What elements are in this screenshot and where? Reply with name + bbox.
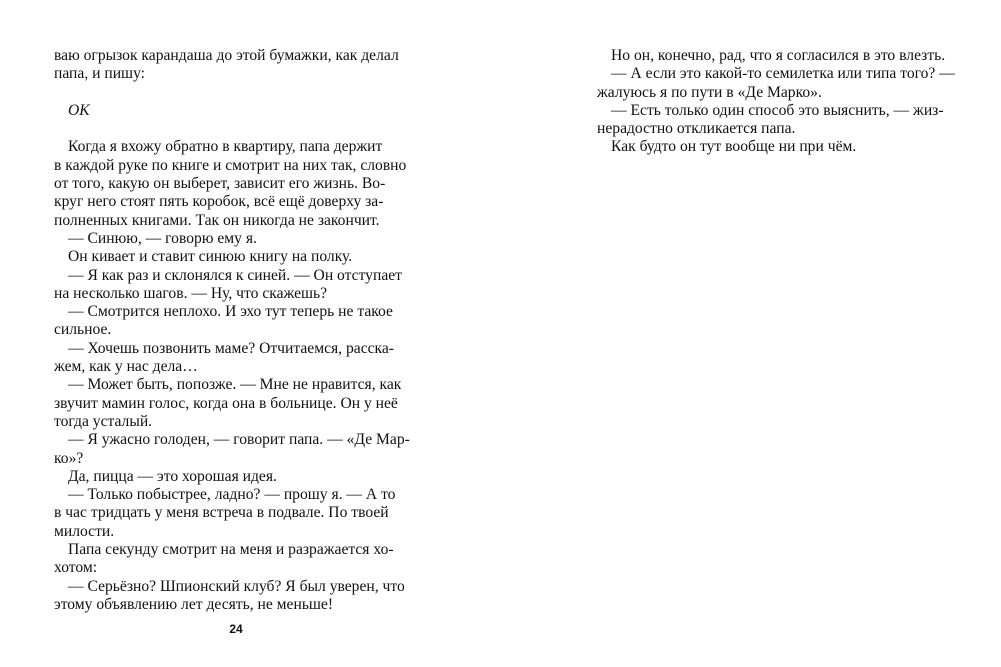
text-line: жалуюсь я по пути в «Де Марко».	[597, 83, 822, 101]
text-line: жем, как у нас дела…	[54, 358, 198, 376]
text-line: Да, пицца — это хорошая идея.	[68, 467, 277, 485]
text-line: — Я как раз и склонялся к синей. — Он отступает	[68, 266, 402, 284]
page-number: 24	[229, 622, 243, 636]
text-line: ваю огрызок карандаша до этой бумажки, как делал	[54, 47, 399, 64]
text-line: круг него стоят пять коробок, всё ещё доверху за-	[54, 193, 384, 211]
text-line: — Может быть, попозже. — Мне не нравится, как	[68, 376, 402, 394]
blank-line	[54, 84, 419, 102]
text-line: папа, и пишу:	[54, 65, 145, 83]
text-line: — А если это какой-то семилетка или типа того? —	[611, 65, 955, 83]
text-line: — Я ужасно голоден, — говорит папа. — «Де Мар-	[68, 431, 410, 449]
text-line: Папа секунду смотрит на меня и разражается хо-	[68, 541, 394, 559]
text-line: нерадостно откликается папа.	[597, 120, 796, 138]
text-line: на несколько шагов. — Ну, что скажешь?	[54, 284, 328, 302]
text-line: — Смотрится неплохо. И эхо тут теперь не такое	[68, 303, 393, 321]
text-line: Он кивает и ставит синюю книгу на полку.	[68, 248, 353, 266]
text-line: милости.	[54, 522, 115, 540]
text-line: Когда я вхожу обратно в квартиру, папа держит	[68, 138, 383, 156]
left-page-text	[54, 47, 419, 614]
text-line: Как будто он тут вообще ни при чём.	[611, 138, 857, 156]
text-line: — Синюю, — говорю ему я.	[68, 229, 257, 247]
text-line: — Хочешь позвонить маме? Отчитаемся, расска-	[68, 339, 394, 357]
text-line: этому объявлению лет десять, не меньше!	[54, 595, 334, 613]
text-line: звучит мамин голос, когда она в больнице. Он у неё	[54, 394, 398, 412]
text-line: OK	[68, 101, 90, 119]
text-line: — Только побыстрее, ладно? — прошу я. — А то	[68, 486, 396, 504]
text-line: ко»?	[54, 449, 84, 467]
right-page	[510, 0, 1001, 667]
text-line: тогда усталый.	[54, 412, 153, 430]
text-line: в час тридцать у меня встреча в подвале. По твоей	[54, 504, 389, 522]
blank-line	[54, 120, 419, 138]
right-page-text	[597, 47, 962, 157]
text-line: — Серьёзно? Шпионский клуб? Я был уверен, что	[68, 577, 405, 595]
text-line: хотом:	[54, 559, 98, 577]
text-line: в каждой руке по книге и смотрит на них так, словно	[54, 156, 407, 174]
text-line: — Есть только один способ это выяснить, — жиз-	[611, 101, 944, 119]
text-line: сильное.	[54, 321, 112, 339]
text-line: Но он, конечно, рад, что я согласился в это влезть.	[611, 47, 946, 64]
text-line: полненных книгами. Так он никогда не закончит.	[54, 211, 380, 229]
text-line: от того, какую он выберет, зависит его жизнь. Во-	[54, 175, 386, 193]
left-page	[0, 0, 490, 667]
